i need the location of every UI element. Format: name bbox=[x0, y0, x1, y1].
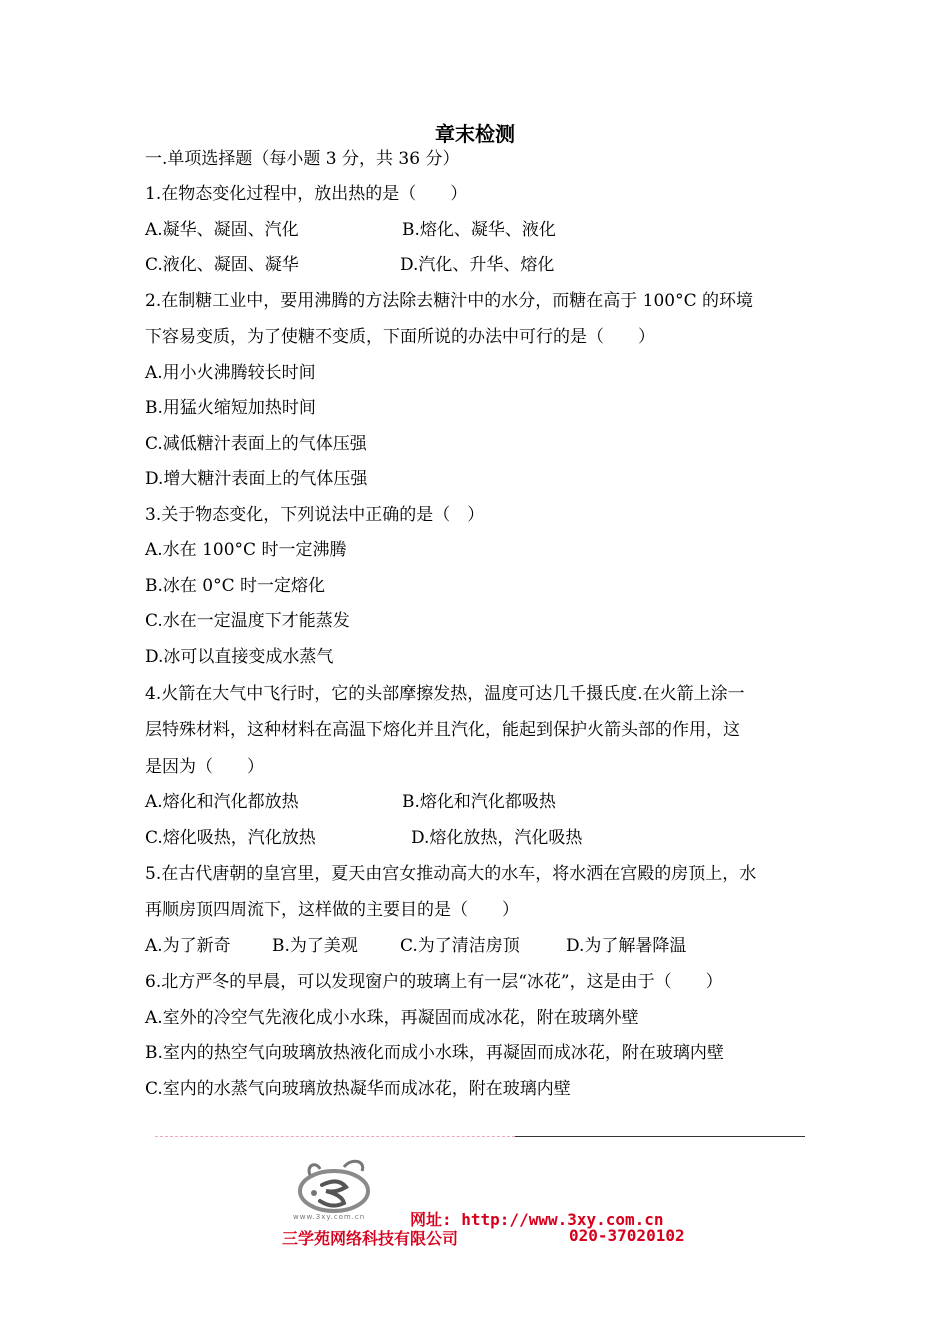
question-6-option-c: C.室内的水蒸气向玻璃放热凝华而成冰花，附在玻璃内壁 bbox=[145, 1079, 571, 1099]
question-1-option-b: B.熔化、凝华、液化 bbox=[402, 220, 556, 240]
question-4-option-a: A.熔化和汽化都放热 bbox=[145, 792, 299, 812]
question-6-stem: 6.北方严冬的早晨，可以发现窗户的玻璃上有一层“冰花”，这是由于（ ） bbox=[145, 972, 723, 992]
question-1-stem: 1.在物态变化过程中，放出热的是（ ） bbox=[145, 184, 468, 204]
question-5-option-d: D.为了解暑降温 bbox=[566, 936, 687, 956]
question-2-stem-line-2: 下容易变质，为了使糖不变质，下面所说的办法中可行的是（ ） bbox=[145, 327, 655, 347]
question-2-stem-line-1: 2.在制糖工业中，要用沸腾的方法除去糖汁中的水分，而糖在高于 100°C 的环境 bbox=[145, 291, 753, 311]
logo-caption: www.3xy.com.cn bbox=[293, 1213, 366, 1221]
page-title: 章末检测 bbox=[435, 122, 515, 146]
question-3-option-c: C.水在一定温度下才能蒸发 bbox=[145, 611, 350, 631]
question-5-stem-line-2: 再顺房顶四周流下，这样做的主要目的是（ ） bbox=[145, 900, 519, 920]
question-1-option-a: A.凝华、凝固、汽化 bbox=[145, 220, 299, 240]
question-2-option-c: C.减低糖汁表面上的气体压强 bbox=[145, 434, 367, 454]
question-4-option-d: D.熔化放热，汽化吸热 bbox=[411, 828, 583, 848]
question-5-option-b: B.为了美观 bbox=[272, 936, 358, 956]
question-5-stem-line-1: 5.在古代唐朝的皇宫里，夏天由宫女推动高大的水车，将水洒在宫殿的房顶上，水 bbox=[145, 864, 757, 884]
question-6-option-a: A.室外的冷空气先液化成小水珠，再凝固而成冰花，附在玻璃外壁 bbox=[145, 1008, 639, 1028]
question-1-option-c: C.液化、凝固、凝华 bbox=[145, 255, 299, 275]
section-heading: 一.单项选择题（每小题 3 分，共 36 分） bbox=[145, 149, 460, 169]
footer-website[interactable]: 网址: http://www.3xy.com.cn bbox=[410, 1210, 664, 1229]
question-4-option-b: B.熔化和汽化都吸热 bbox=[402, 792, 556, 812]
question-3-option-b: B.冰在 0°C 时一定熔化 bbox=[145, 576, 326, 596]
footer-divider-solid bbox=[515, 1136, 805, 1137]
question-2-option-d: D.增大糖汁表面上的气体压强 bbox=[145, 469, 368, 489]
question-2-option-a: A.用小火沸腾较长时间 bbox=[145, 363, 316, 383]
footer-divider-dashed bbox=[155, 1136, 515, 1137]
question-4-stem-line-1: 4.火箭在大气中飞行时，它的头部摩擦发热，温度可达几千摄氏度.在火箭上涂一 bbox=[145, 684, 745, 704]
question-4-stem-line-3: 是因为（ ） bbox=[145, 757, 264, 777]
question-1-option-d: D.汽化、升华、熔化 bbox=[400, 255, 555, 275]
question-3-option-a: A.水在 100°C 时一定沸腾 bbox=[145, 540, 347, 560]
question-3-option-d: D.冰可以直接变成水蒸气 bbox=[145, 647, 334, 667]
question-2-option-b: B.用猛火缩短加热时间 bbox=[145, 398, 316, 418]
question-4-stem-line-2: 层特殊材料，这种材料在高温下熔化并且汽化，能起到保护火箭头部的作用，这 bbox=[145, 720, 740, 740]
question-6-option-b: B.室内的热空气向玻璃放热液化而成小水珠，再凝固而成冰花，附在玻璃内壁 bbox=[145, 1043, 724, 1063]
footer-company-name: 三学苑网络科技有限公司 bbox=[282, 1229, 459, 1248]
footer-phone: 020-37020102 bbox=[569, 1226, 685, 1245]
question-4-option-c: C.熔化吸热，汽化放热 bbox=[145, 828, 316, 848]
question-3-stem: 3.关于物态变化，下列说法中正确的是（ ） bbox=[145, 505, 485, 525]
question-5-option-c: C.为了清洁房顶 bbox=[400, 936, 520, 956]
question-5-option-a: A.为了新奇 bbox=[145, 936, 231, 956]
